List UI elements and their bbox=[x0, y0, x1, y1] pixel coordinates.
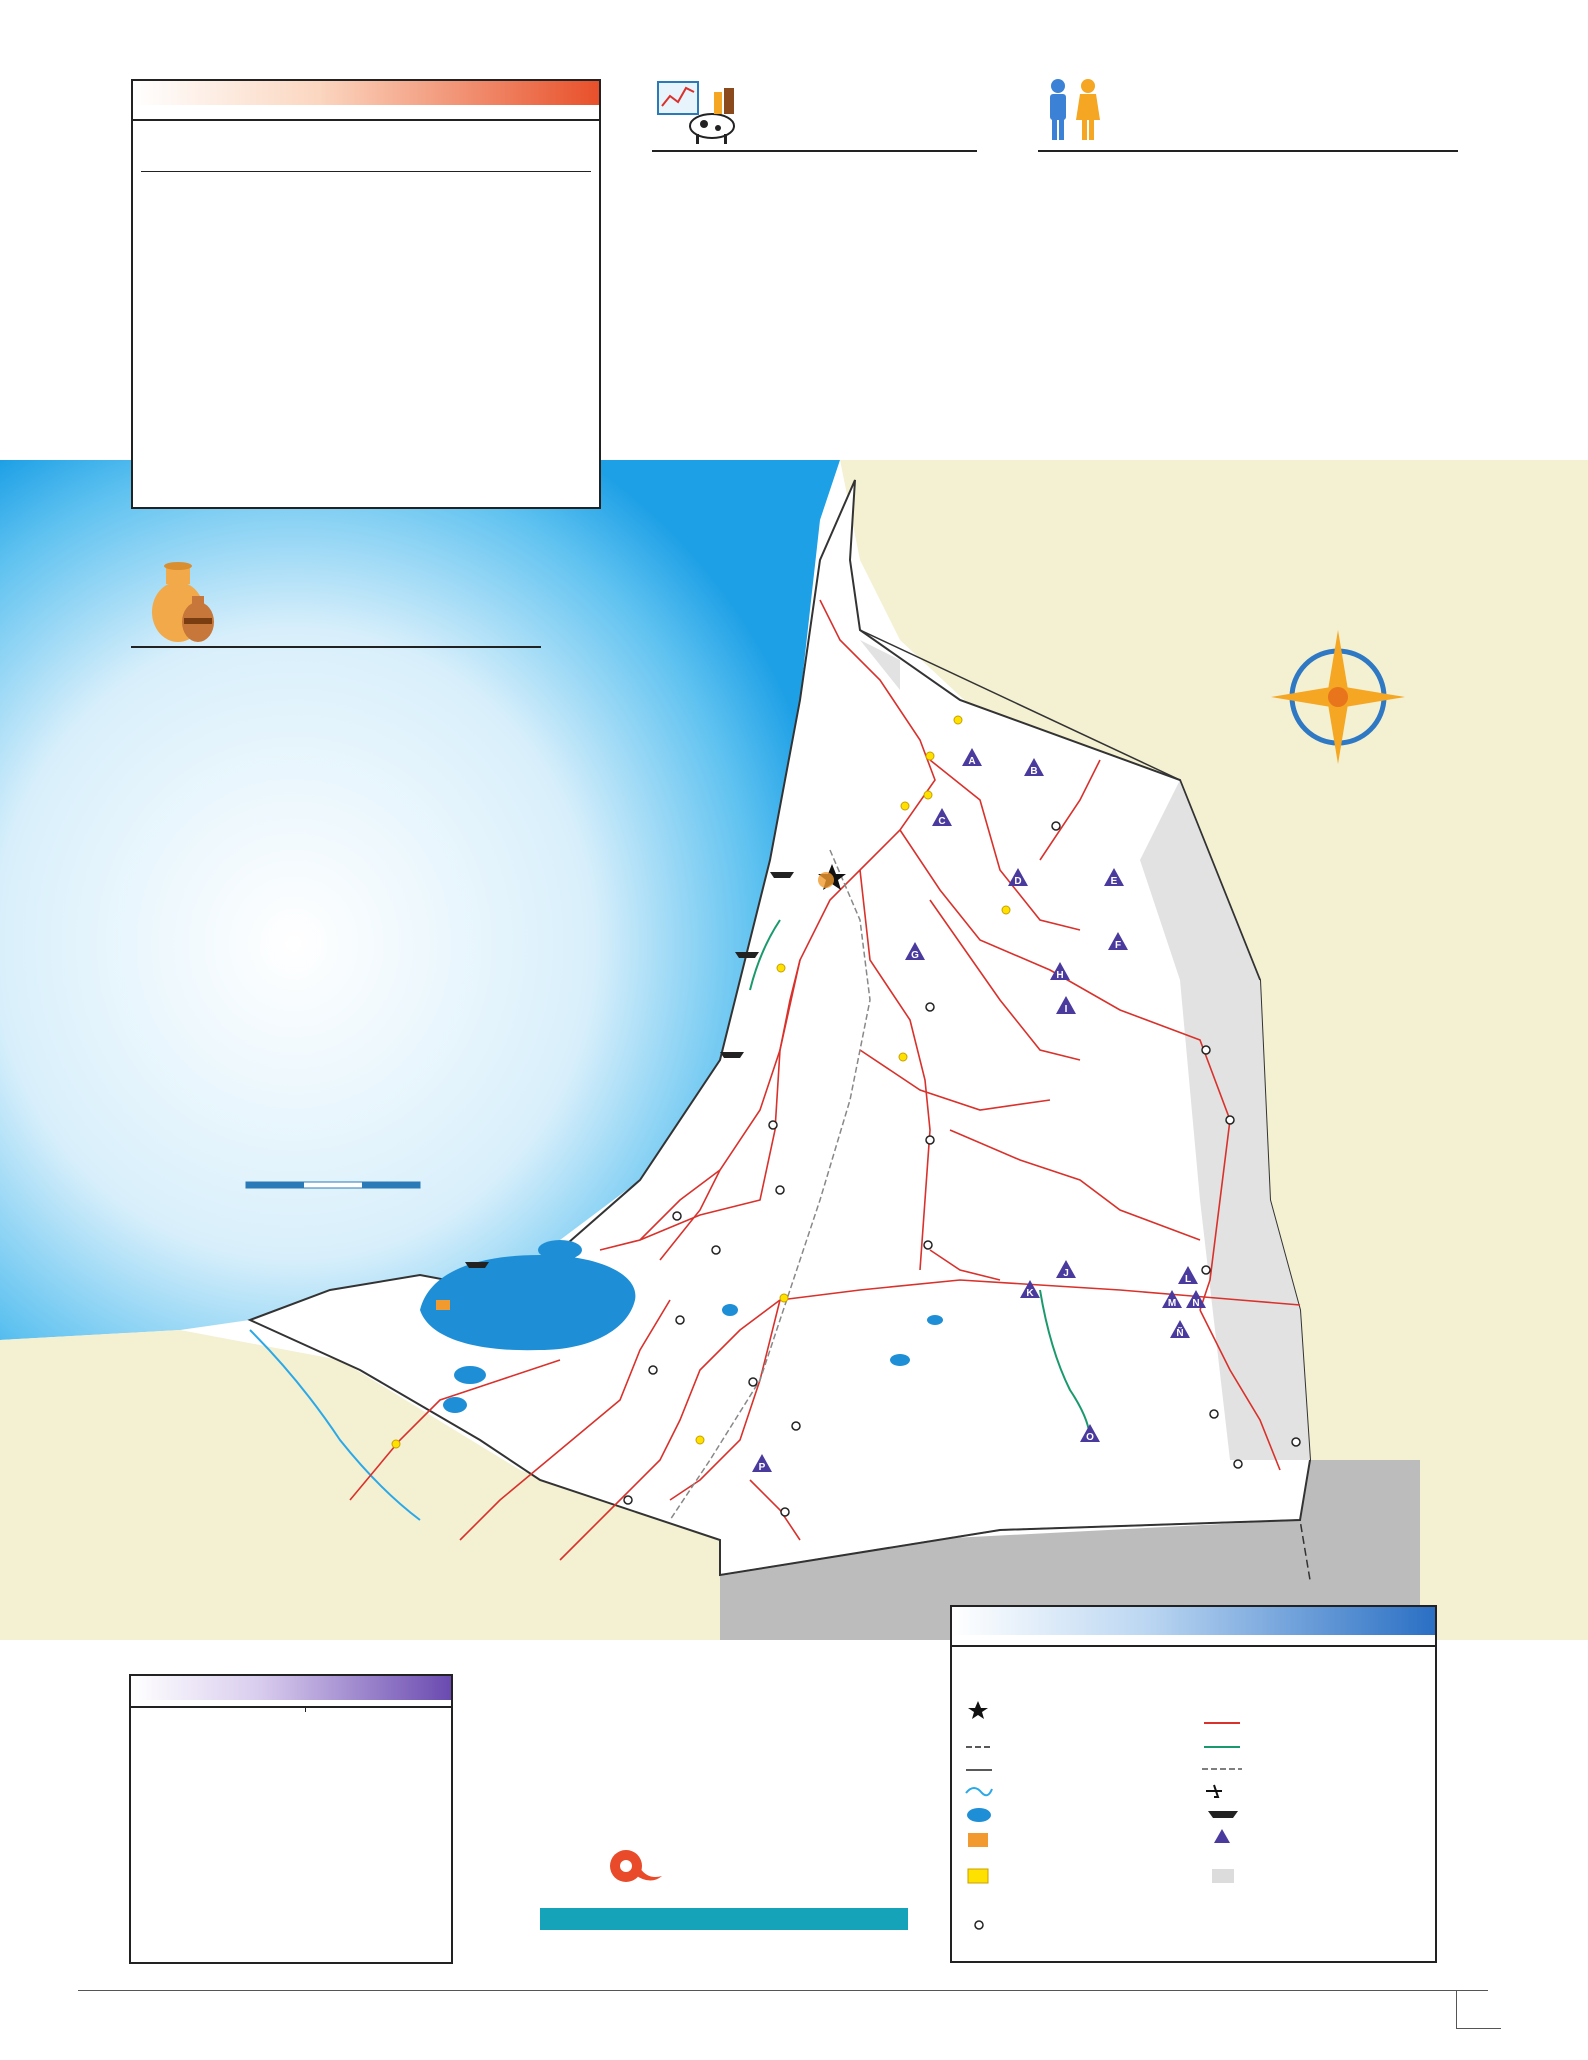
svg-text:L: L bbox=[1184, 1274, 1192, 1285]
hablantes-bar bbox=[540, 1908, 908, 1930]
zonas-left-list bbox=[131, 1708, 306, 1712]
svg-text:F: F bbox=[1114, 940, 1122, 951]
svg-text:P: P bbox=[758, 1462, 766, 1473]
svg-text:I: I bbox=[1064, 1004, 1068, 1015]
svg-text:N: N bbox=[1192, 1298, 1200, 1309]
legend-symbols bbox=[952, 1607, 1439, 1965]
svg-text:J: J bbox=[1063, 1268, 1069, 1279]
localidades-panel bbox=[131, 79, 601, 509]
cultura-rule bbox=[131, 646, 541, 648]
svg-text:C: C bbox=[938, 816, 946, 827]
svg-text:M: M bbox=[1167, 1298, 1177, 1309]
zonas-panel bbox=[129, 1674, 453, 1964]
svg-text:D: D bbox=[1014, 876, 1022, 887]
svg-text:B: B bbox=[1030, 766, 1038, 777]
svg-text:K: K bbox=[1026, 1288, 1034, 1299]
svg-text:H: H bbox=[1056, 970, 1064, 981]
scale-bar bbox=[246, 1182, 420, 1188]
page-number-box bbox=[1456, 1990, 1501, 2029]
zonas-right-list bbox=[306, 1708, 316, 1712]
cultura-text bbox=[131, 654, 543, 704]
simbologia-panel bbox=[950, 1605, 1437, 1963]
pottery-icon bbox=[148, 556, 218, 646]
map bbox=[0, 460, 1588, 1640]
footer-rule bbox=[78, 1990, 1488, 1991]
svg-text:O: O bbox=[1086, 1432, 1094, 1443]
svg-text:Ñ: Ñ bbox=[1176, 1328, 1184, 1339]
speech-icon bbox=[604, 1846, 664, 1890]
svg-text:A: A bbox=[968, 756, 976, 767]
localidades-list bbox=[133, 172, 599, 178]
svg-text:G: G bbox=[911, 950, 919, 961]
productos-section bbox=[652, 78, 977, 152]
poblacion-section bbox=[1038, 78, 1458, 568]
svg-text:E: E bbox=[1110, 876, 1118, 887]
population-pyramid bbox=[1038, 78, 1458, 568]
productos-icon bbox=[656, 78, 740, 146]
